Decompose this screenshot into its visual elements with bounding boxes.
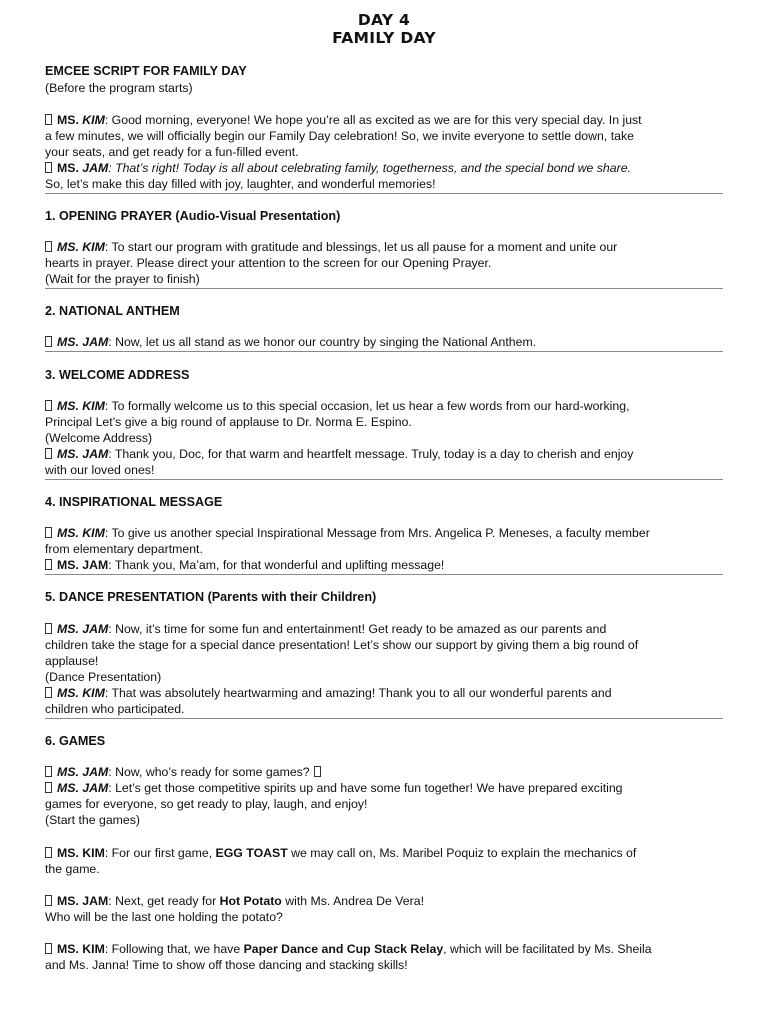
dialogue-text: : Let’s get those competitive spirits up and have some fun together! We have prepared exciting: [108, 781, 623, 795]
speaker-name: MS. JAM: [57, 781, 109, 795]
checkbox-icon: [45, 847, 52, 858]
dialogue-line: the game.: [45, 862, 100, 876]
dialogue-text: we may call on, Ms. Maribel Poquiz to explain the mechanics of: [287, 846, 637, 860]
script-note: (Before the program starts): [45, 81, 193, 95]
stage-note: (Wait for the prayer to finish): [45, 272, 200, 286]
s6-jam-line-3: [45, 893, 730, 909]
dialogue-text: : Now, who’s ready for some games?: [108, 765, 314, 779]
dialogue-text: : Thank you, Doc, for that warm and heartfelt message. Truly, today is a day to cherish and enjoy: [108, 447, 634, 461]
dialogue-text: : To start our program with gratitude and blessings, let us all pause for a moment and unite our: [104, 240, 618, 254]
script-heading: EMCEE SCRIPT FOR FAMILY DAY: [45, 64, 247, 78]
dialogue-line: and Ms. Janna! Time to show off those dancing and stacking skills!: [45, 958, 408, 972]
speaker-name: MS. JAM: [57, 335, 109, 349]
dialogue-text: with Ms. Andrea De Vera!: [281, 894, 424, 908]
speaker-name: MS. KIM: [57, 686, 105, 700]
game-name: Paper Dance and Cup Stack Relay: [243, 942, 444, 956]
s4-jam-line: [45, 557, 730, 573]
checkbox-icon: [45, 766, 52, 777]
section-divider: [45, 288, 723, 289]
intro-kim-line: [45, 112, 730, 128]
checkbox-icon: [45, 448, 52, 459]
checkbox-icon: [45, 559, 52, 570]
speaker-name: MS. KIM: [57, 240, 105, 254]
dialogue-text: : Thank you, Ma’am, for that wonderful and uplifting message!: [108, 558, 445, 572]
speaker-label: MS.: [57, 161, 83, 175]
speaker-name: MS. JAM: [57, 558, 109, 572]
s3-jam-line: [45, 446, 730, 462]
dialogue-text: : To formally welcome us to this special occasion, let us hear a few words from our hard-working,: [104, 399, 630, 413]
dialogue-text: : Next, get ready for: [108, 894, 220, 908]
checkbox-icon: [45, 527, 52, 538]
checkbox-icon: [45, 336, 52, 347]
dialogue-line: with our loved ones!: [45, 463, 155, 477]
speaker-name: MS. JAM: [57, 447, 109, 461]
dialogue-line: applause!: [45, 654, 99, 668]
intro-jam-line: [45, 160, 730, 176]
dialogue-line: your seats, and get ready for a fun-filled event.: [45, 145, 299, 159]
checkbox-icon: [45, 687, 52, 698]
dialogue-line: Principal Let’s give a big round of applause to Dr. Norma E. Espino.: [45, 415, 412, 429]
checkbox-icon: [45, 162, 52, 173]
dialogue-line: a few minutes, we will officially begin our Family Day celebration! So, we invite everyone to settle down, take: [45, 129, 634, 143]
section-divider: [45, 193, 723, 194]
checkbox-icon: [45, 623, 52, 634]
checkbox-icon: [45, 114, 52, 125]
s1-kim-line: [45, 239, 730, 255]
emoji-placeholder-icon: [314, 766, 321, 777]
s6-kim-line-1: [45, 845, 730, 861]
dialogue-text: : Good morning, everyone! We hope you’re all as excited as we are for this very special day. In just: [104, 113, 642, 127]
speaker-name: MS. KIM: [57, 846, 105, 860]
dialogue-line: hearts in prayer. Please direct your attention to the screen for our Opening Prayer.: [45, 256, 492, 270]
checkbox-icon: [45, 241, 52, 252]
speaker-name: MS. KIM: [57, 399, 105, 413]
s6-jam-line-2: [45, 780, 730, 796]
speaker-name: MS. JAM: [57, 622, 109, 636]
dialogue-line: Who will be the last one holding the potato?: [45, 910, 283, 924]
checkbox-icon: [45, 895, 52, 906]
game-name: EGG TOAST: [215, 846, 288, 860]
section-divider: [45, 718, 723, 719]
checkbox-icon: [45, 400, 52, 411]
dialogue-text: : For our first game,: [104, 846, 216, 860]
s3-kim-line: [45, 398, 730, 414]
dialogue-text: : Now, let us all stand as we honor our country by singing the National Anthem.: [108, 335, 537, 349]
section-heading: 6. GAMES: [45, 734, 106, 748]
event-title: FAMILY DAY: [332, 29, 436, 47]
stage-note: (Welcome Address): [45, 431, 153, 445]
section-heading: 5. DANCE PRESENTATION (Parents with their Children): [45, 590, 377, 604]
dialogue-text: , which will be facilitated by Ms. Sheila: [443, 942, 652, 956]
s4-kim-line: [45, 525, 730, 541]
section-heading: 3. WELCOME ADDRESS: [45, 368, 190, 382]
s2-jam-line: [45, 334, 730, 350]
section-divider: [45, 479, 723, 480]
s6-kim-line-2: [45, 941, 730, 957]
checkbox-icon: [45, 782, 52, 793]
checkbox-icon: [45, 943, 52, 954]
speaker-name: MS. JAM: [57, 894, 109, 908]
speaker-name: KIM: [82, 113, 105, 127]
s6-jam-line-1: [45, 764, 730, 780]
dialogue-text: : That’s right! Today is all about celebrating family, togetherness, and the special bond we share.: [108, 161, 631, 175]
game-name: Hot Potato: [219, 894, 282, 908]
section-heading: 4. INSPIRATIONAL MESSAGE: [45, 495, 223, 509]
dialogue-text: : Following that, we have: [104, 942, 244, 956]
section-heading: 1. OPENING PRAYER (Audio-Visual Presentation): [45, 209, 341, 223]
dialogue-line: children take the stage for a special dance presentation! Let’s show our support by giving them a big round of: [45, 638, 639, 652]
day-title: DAY 4: [357, 11, 411, 29]
section-divider: [45, 351, 723, 352]
dialogue-text: : That was absolutely heartwarming and amazing! Thank you to all our wonderful parents and: [104, 686, 612, 700]
dialogue-line: from elementary department.: [45, 542, 203, 556]
dialogue-line: games for everyone, so get ready to play, laugh, and enjoy!: [45, 797, 368, 811]
dialogue-text: : To give us another special Inspirational Message from Mrs. Angelica P. Meneses, a faculty member: [104, 526, 650, 540]
section-heading: 2. NATIONAL ANTHEM: [45, 304, 180, 318]
stage-note: (Start the games): [45, 813, 140, 827]
speaker-name: MS. KIM: [57, 942, 105, 956]
s5-jam-line: [45, 621, 730, 637]
speaker-label: MS.: [57, 113, 83, 127]
section-divider: [45, 574, 723, 575]
dialogue-line: So, let’s make this day filled with joy, laughter, and wonderful memories!: [45, 177, 436, 191]
dialogue-text: : Now, it’s time for some fun and entertainment! Get ready to be amazed as our parents and: [108, 622, 607, 636]
dialogue-line: children who participated.: [45, 702, 185, 716]
speaker-name: JAM: [82, 161, 109, 175]
s5-kim-line: [45, 685, 730, 701]
stage-note: (Dance Presentation): [45, 670, 162, 684]
speaker-name: MS. JAM: [57, 765, 109, 779]
speaker-name: MS. KIM: [57, 526, 105, 540]
